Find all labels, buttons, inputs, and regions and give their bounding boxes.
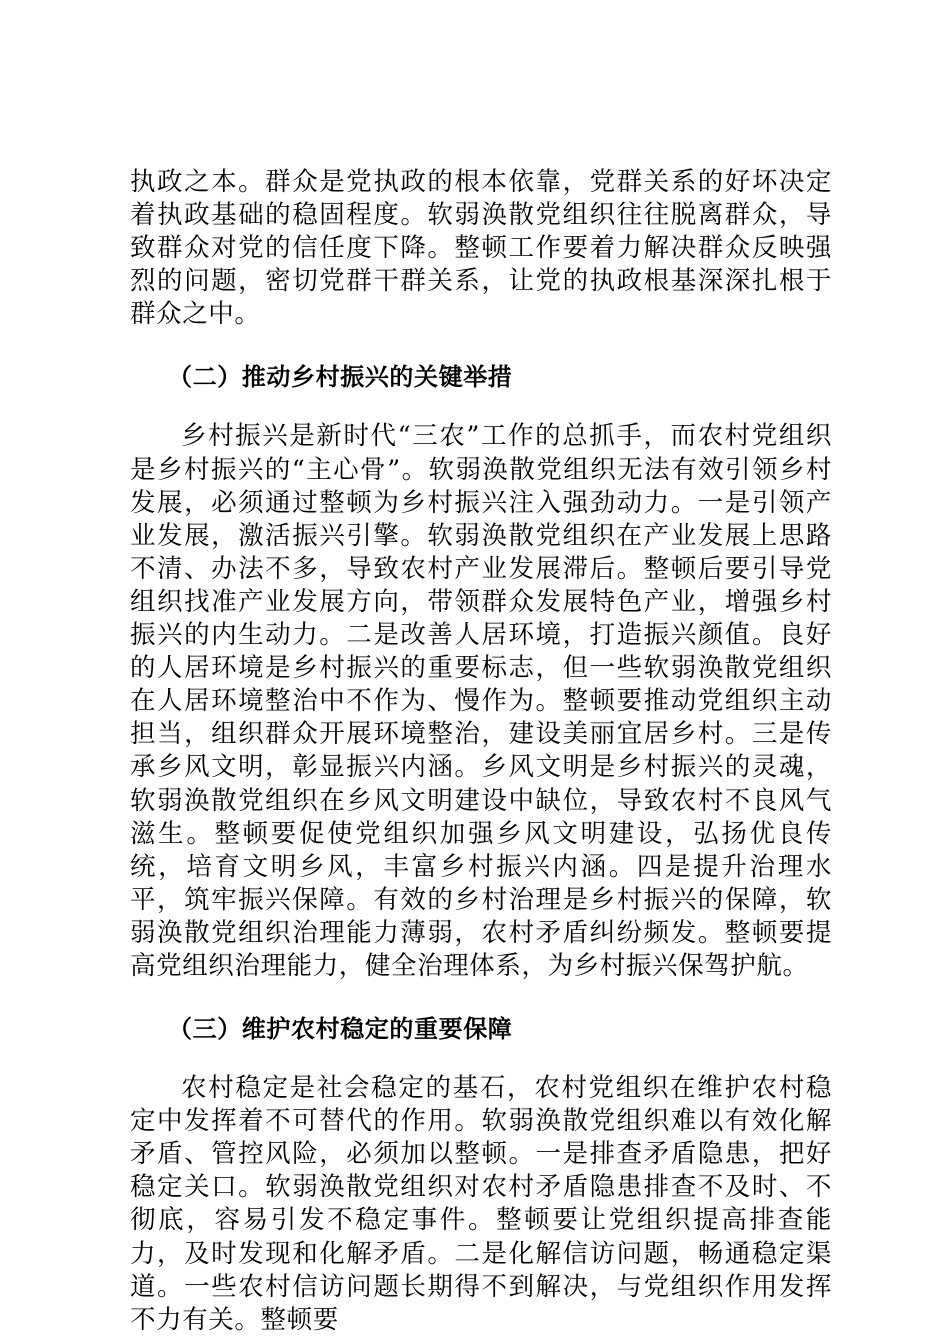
body-paragraph: 执政之本。群众是党执政的根本依靠，党群关系的好坏决定着执政基础的稳固程度。软弱涣散党组织往往脱离群众，导致群众对党的信任度下降。整顿工作要着力解决群众反映强烈的问题，密切党群干群关系，让党的执政根基深深扎根于群众之中。 (130, 167, 832, 330)
document-page (130, 166, 832, 1337)
section-heading-3: （三）维护农村稳定的重要保障 (168, 1015, 513, 1044)
body-paragraph: 农村稳定是社会稳定的基石，农村党组织在维护农村稳定中发挥着不可替代的作用。软弱涣散党组织难以有效化解矛盾、管控风险，必须加以整顿。一是排查矛盾隐患，把好稳定关口。软弱涣散党组织对农村矛盾隐患排查不及时、不彻底，容易引发不稳定事件。整顿要让党组织提高排查能力，及时发现和化解矛盾。二是化解信访问题，畅通稳定渠道。一些农村信访问题长期得不到解决，与党组织作用发挥不力有关。整顿要 (130, 1073, 832, 1335)
body-paragraph: 乡村振兴是新时代“三农”工作的总抓手，而农村党组织是乡村振兴的“主心骨”。软弱涣散党组织无法有效引领乡村发展，必须通过整顿为乡村振兴注入强劲动力。一是引领产业发展，激活振兴引擎。软弱涣散党组织在产业发展上思路不清、办法不多，导致农村产业发展滞后。整顿后要引导党组织找准产业发展方向，带领群众发展特色产业，增强乡村振兴的内生动力。二是改善人居环境，打造振兴颜值。良好的人居环境是乡村振兴的重要标志，但一些软弱涣散党组织在人居环境整治中不作为、慢作为。整顿要推动党组织主动担当，组织群众开展环境整治，建设美丽宜居乡村。三是传承乡风文明，彰显振兴内涵。乡风文明是乡村振兴的灵魂，软弱涣散党组织在乡风文明建设中缺位，导致农村不良风气滋生。整顿要促使党组织加强乡风文明建设，弘扬优良传统，培育文明乡风，丰富乡村振兴内涵。四是提升治理水平，筑牢振兴保障。有效的乡村治理是乡村振兴的保障，软弱涣散党组织治理能力薄弱，农村矛盾纠纷频发。整顿要提高党组织治理能力，健全治理体系，为乡村振兴保驾护航。 (130, 421, 832, 981)
section-heading-2: （二）推动乡村振兴的关键举措 (168, 363, 513, 392)
